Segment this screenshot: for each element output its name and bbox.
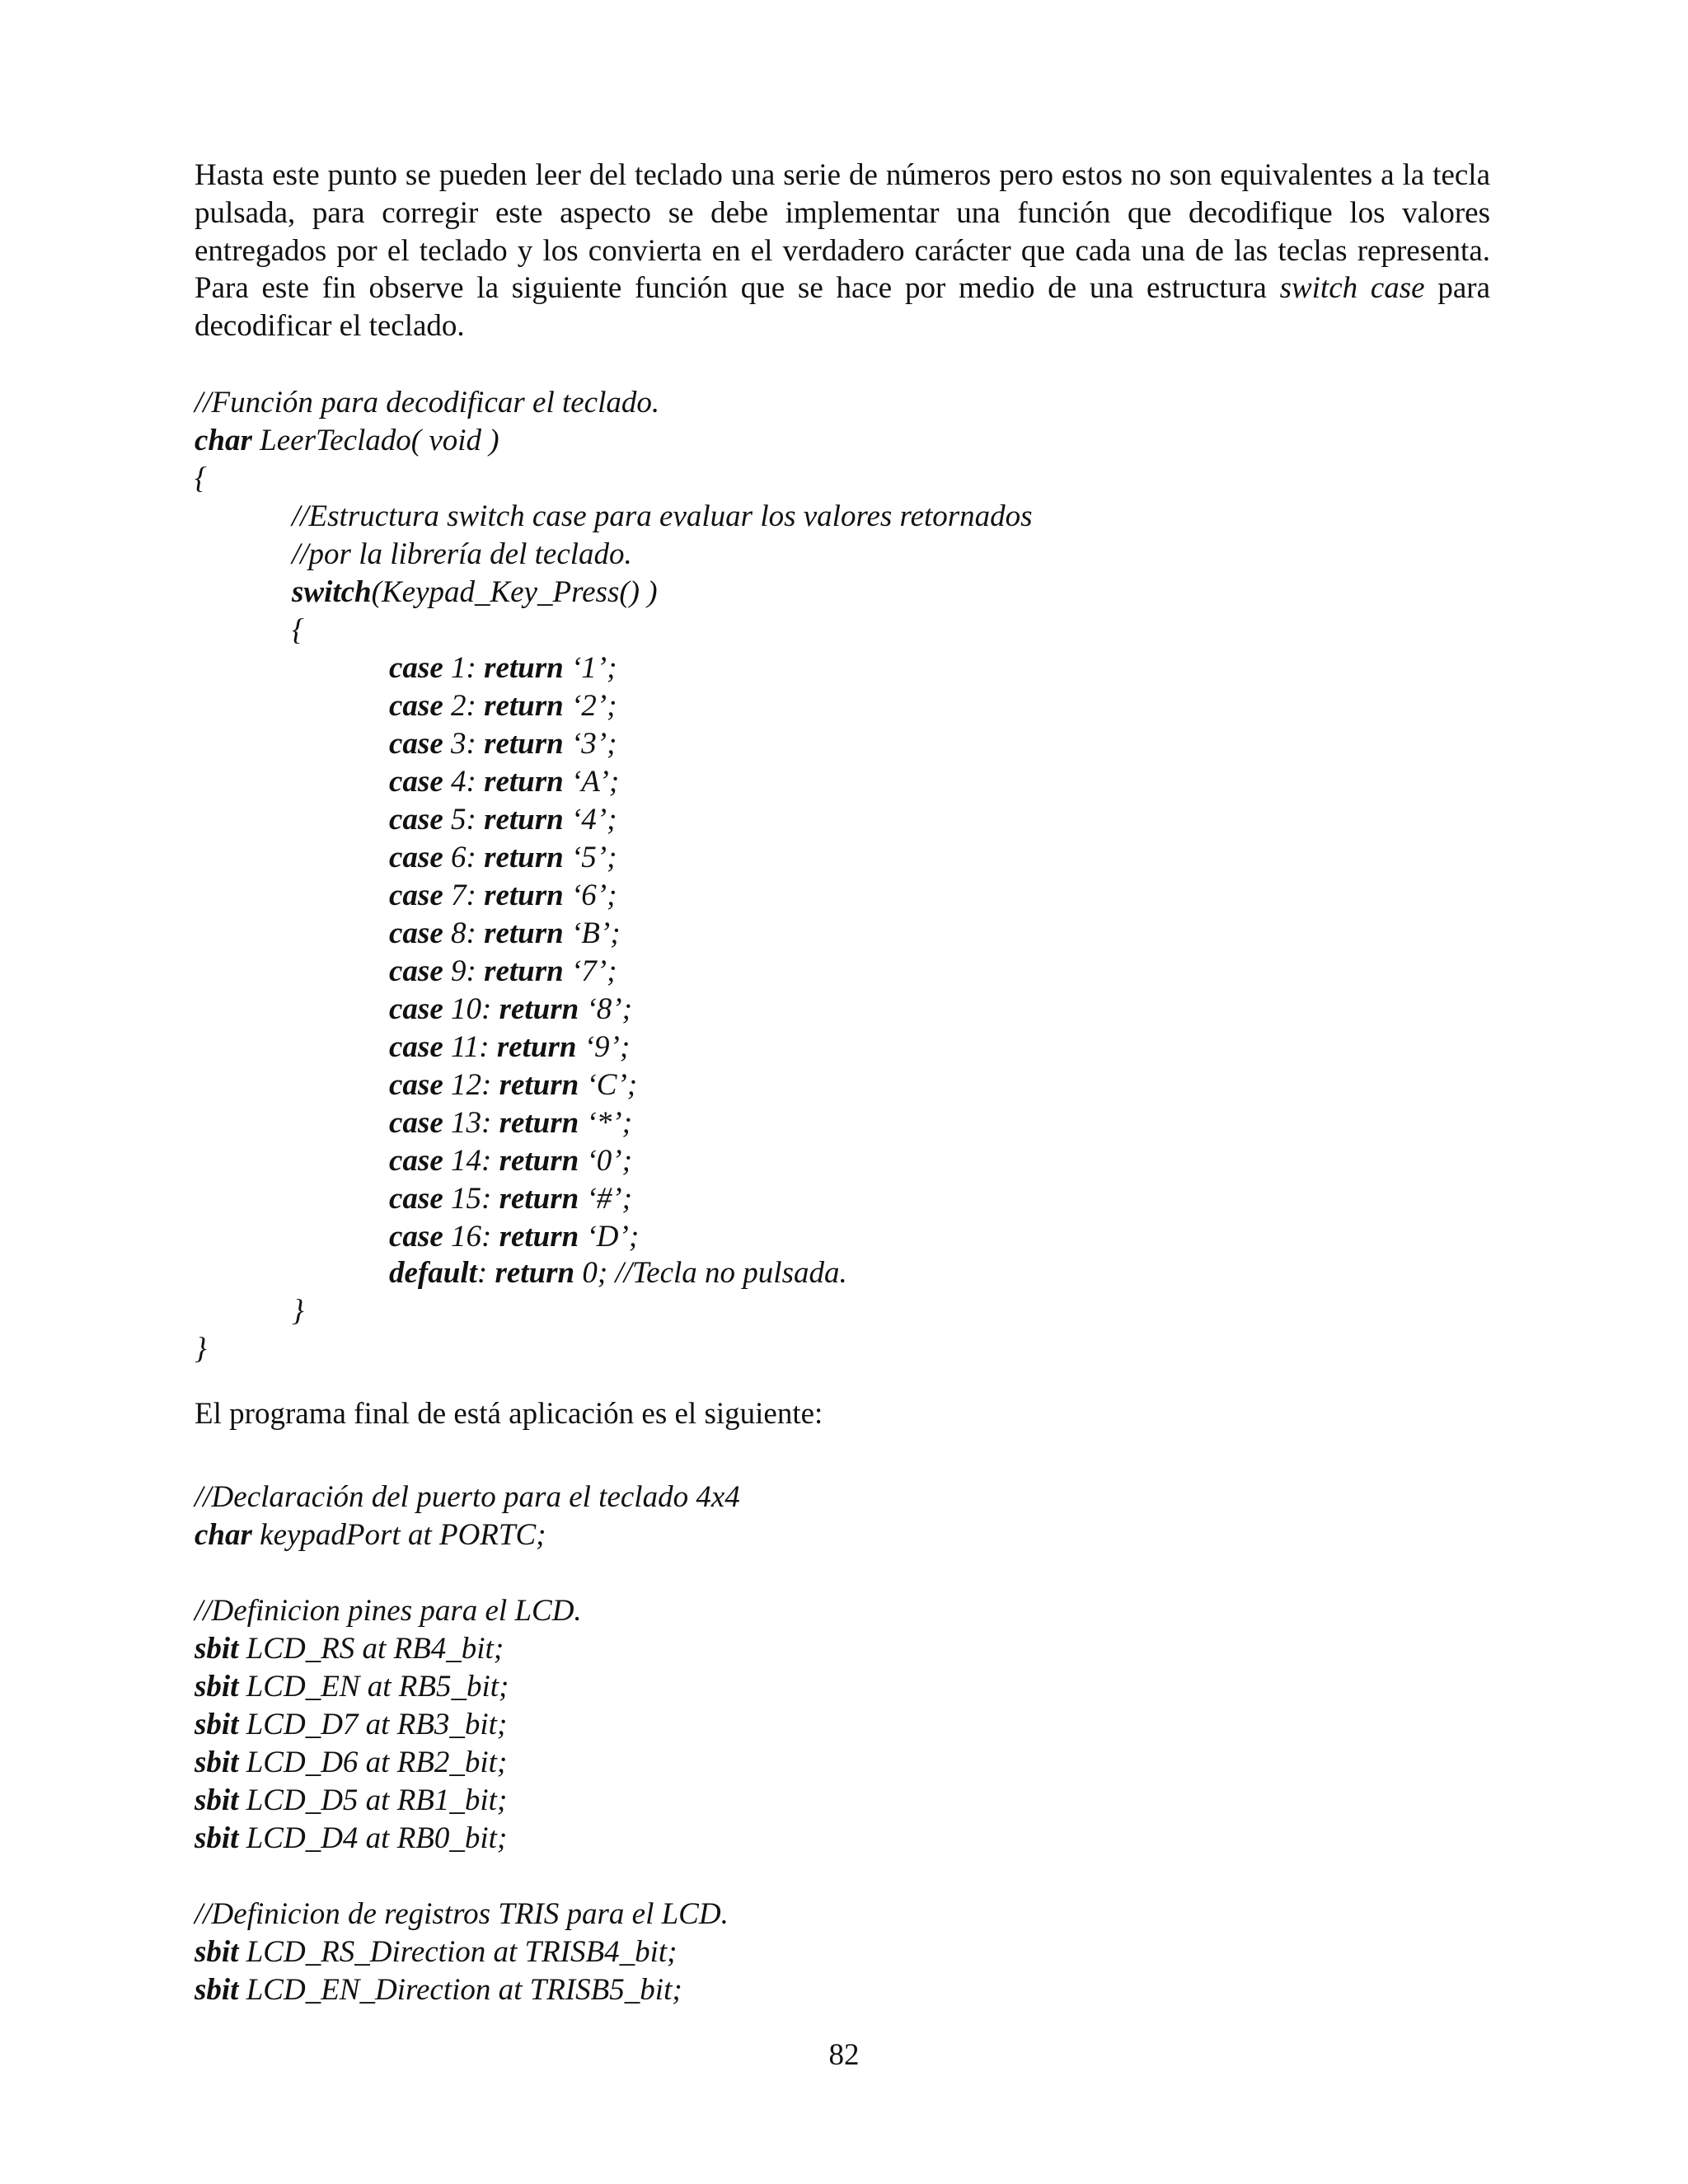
keyword: return (499, 1106, 579, 1140)
case-number: 16: (443, 1220, 499, 1254)
keyword: return (484, 803, 564, 837)
signature-text: LeerTeclado( void ) (251, 424, 499, 457)
function-signature (195, 422, 499, 460)
keyword: return (499, 1144, 579, 1178)
keyword: case (389, 689, 443, 723)
case-number: 6: (443, 841, 485, 874)
case-number: 7: (443, 879, 485, 912)
case-line (389, 1066, 637, 1104)
case-value: ‘D’; (579, 1220, 640, 1254)
code-comment: //por la librería del teclado. (292, 537, 632, 571)
keyword: return (484, 879, 564, 912)
switch-open-brace: { (292, 613, 304, 647)
declaration-text: keypadPort at PORTC; (251, 1518, 546, 1552)
keyword: return (495, 1256, 575, 1290)
case-number: 9: (443, 954, 485, 988)
open-brace: { (195, 462, 207, 495)
case-line (389, 1142, 632, 1180)
keyword: case (389, 727, 443, 761)
case-line (389, 839, 617, 877)
case-value: ‘0’; (579, 1144, 632, 1178)
switch-statement (292, 574, 658, 612)
case-number: 3: (443, 727, 485, 761)
case-value: ‘A’; (563, 765, 620, 799)
case-line (389, 725, 617, 763)
code-comment: //Definicion de registros TRIS para el LCD. (195, 1897, 729, 1931)
pin-definition (195, 1668, 509, 1706)
keyword: case (389, 954, 443, 988)
case-value: ‘*’; (579, 1106, 632, 1140)
case-line (389, 1218, 639, 1256)
case-value: ‘7’; (563, 954, 617, 988)
code-comment: //Estructura switch case para evaluar los valores retornados (292, 499, 1033, 533)
page-number: 82 (828, 2038, 860, 2072)
tris-definition (195, 1971, 682, 2009)
keyword: return (499, 992, 579, 1026)
case-line (389, 1029, 630, 1066)
case-value: ‘8’; (579, 992, 632, 1026)
case-line (389, 1104, 632, 1142)
pin-definition (195, 1630, 504, 1668)
keyword: char (195, 1518, 252, 1552)
case-value: ‘4’; (563, 803, 617, 837)
keyword: switch (292, 575, 372, 609)
code-comment: //Declaración del puerto para el teclado 4x4 (195, 1480, 740, 1514)
case-number: 15: (443, 1182, 499, 1216)
keyword: sbit (195, 1632, 239, 1666)
case-number: 13: (443, 1106, 499, 1140)
case-value: ‘#’; (579, 1182, 632, 1216)
case-value: ‘B’; (563, 916, 621, 950)
case-value: ‘2’; (563, 689, 617, 723)
tris-definition (195, 1933, 678, 1971)
pin-text: LCD_D7 at RB3_bit; (238, 1708, 508, 1741)
keyword: case (389, 1182, 443, 1216)
keyword: case (389, 841, 443, 874)
keyword: case (389, 765, 443, 799)
case-value: ‘C’; (579, 1068, 638, 1102)
keyword: return (499, 1068, 579, 1102)
keyword: sbit (195, 1746, 239, 1779)
default-case (389, 1254, 847, 1292)
keyword: sbit (195, 1670, 239, 1704)
pin-text: LCD_RS at RB4_bit; (238, 1632, 504, 1666)
keyword: return (484, 916, 564, 950)
keyword: case (389, 1068, 443, 1102)
pin-definition (195, 1744, 507, 1782)
case-number: 14: (443, 1144, 499, 1178)
keyword: sbit (195, 1935, 239, 1969)
intro-paragraph-block (195, 157, 1490, 345)
pin-text: LCD_D6 at RB2_bit; (238, 1746, 508, 1779)
keyword: return (484, 841, 564, 874)
keyword: return (484, 765, 564, 799)
code-comment: //Función para decodificar el teclado. (195, 386, 660, 419)
code-comment: //Definicion pines para el LCD. (195, 1594, 582, 1628)
intro-italic-term: switch case (1279, 271, 1425, 306)
case-number: 1: (443, 651, 485, 685)
switch-text: (Keypad_Key_Press() ) (371, 575, 658, 609)
case-line (389, 877, 617, 915)
case-line (389, 953, 617, 991)
tris-text: LCD_RS_Direction at TRISB4_bit; (238, 1935, 678, 1969)
keyword: return (499, 1182, 579, 1216)
switch-close-brace: } (292, 1294, 304, 1328)
keyword: sbit (195, 1821, 239, 1855)
case-line (389, 1180, 632, 1218)
keyword: case (389, 879, 443, 912)
case-line (389, 649, 617, 687)
keyword: case (389, 1030, 443, 1064)
case-line (389, 915, 621, 953)
case-number: 5: (443, 803, 485, 837)
case-line (389, 763, 619, 801)
case-value: ‘1’; (563, 651, 617, 685)
intro-text-end: para decodificar el teclado. (195, 271, 1490, 344)
final-program-intro: El programa final de está aplicación es el siguiente: (195, 1397, 823, 1431)
pin-definition (195, 1820, 507, 1858)
keyword: sbit (195, 1973, 239, 2007)
intro-text: Hasta este punto se pueden leer del teclado una serie de números pero estos no son equivalentes a la tecla pulsada, para corregir este aspecto se debe implementar una función que decodifique los valores entregados por el teclado y los convierta en el verdadero carácter que cada una de las teclas representa. Para este fin observe la siguiente función que se hace por medio de una estructura (195, 158, 1490, 306)
keyword: case (389, 916, 443, 950)
keyword: return (484, 651, 564, 685)
pin-definition (195, 1706, 507, 1744)
case-line (389, 687, 617, 725)
keyword: sbit (195, 1708, 239, 1741)
keyword: case (389, 992, 443, 1026)
default-colon: : (476, 1256, 495, 1290)
case-number: 2: (443, 689, 485, 723)
case-number: 8: (443, 916, 485, 950)
keyword: return (484, 689, 564, 723)
keyword: case (389, 1106, 443, 1140)
intro-paragraph (195, 157, 1490, 345)
keyword: return (484, 954, 564, 988)
keyword: return (499, 1220, 579, 1254)
keyword: sbit (195, 1783, 239, 1817)
default-text: 0; //Tecla no pulsada. (574, 1256, 847, 1290)
close-brace: } (195, 1332, 207, 1366)
case-value: ‘9’; (576, 1030, 631, 1064)
keyword: default (389, 1256, 477, 1290)
keyword: case (389, 803, 443, 837)
keypad-declaration (195, 1516, 546, 1554)
keyword: return (484, 727, 564, 761)
pin-text: LCD_D5 at RB1_bit; (238, 1783, 508, 1817)
tris-text: LCD_EN_Direction at TRISB5_bit; (238, 1973, 682, 2007)
case-number: 11: (443, 1030, 497, 1064)
case-number: 4: (443, 765, 485, 799)
case-value: ‘5’; (563, 841, 617, 874)
case-line (389, 991, 632, 1029)
case-number: 10: (443, 992, 499, 1026)
case-value: ‘6’; (563, 879, 617, 912)
case-value: ‘3’; (563, 727, 617, 761)
pin-text: LCD_D4 at RB0_bit; (238, 1821, 508, 1855)
keyword: char (195, 424, 252, 457)
case-number: 12: (443, 1068, 499, 1102)
pin-text: LCD_EN at RB5_bit; (238, 1670, 509, 1704)
keyword: case (389, 651, 443, 685)
pin-definition (195, 1782, 507, 1820)
keyword: case (389, 1144, 443, 1178)
keyword: case (389, 1220, 443, 1254)
keyword: return (496, 1030, 577, 1064)
case-line (389, 801, 617, 839)
